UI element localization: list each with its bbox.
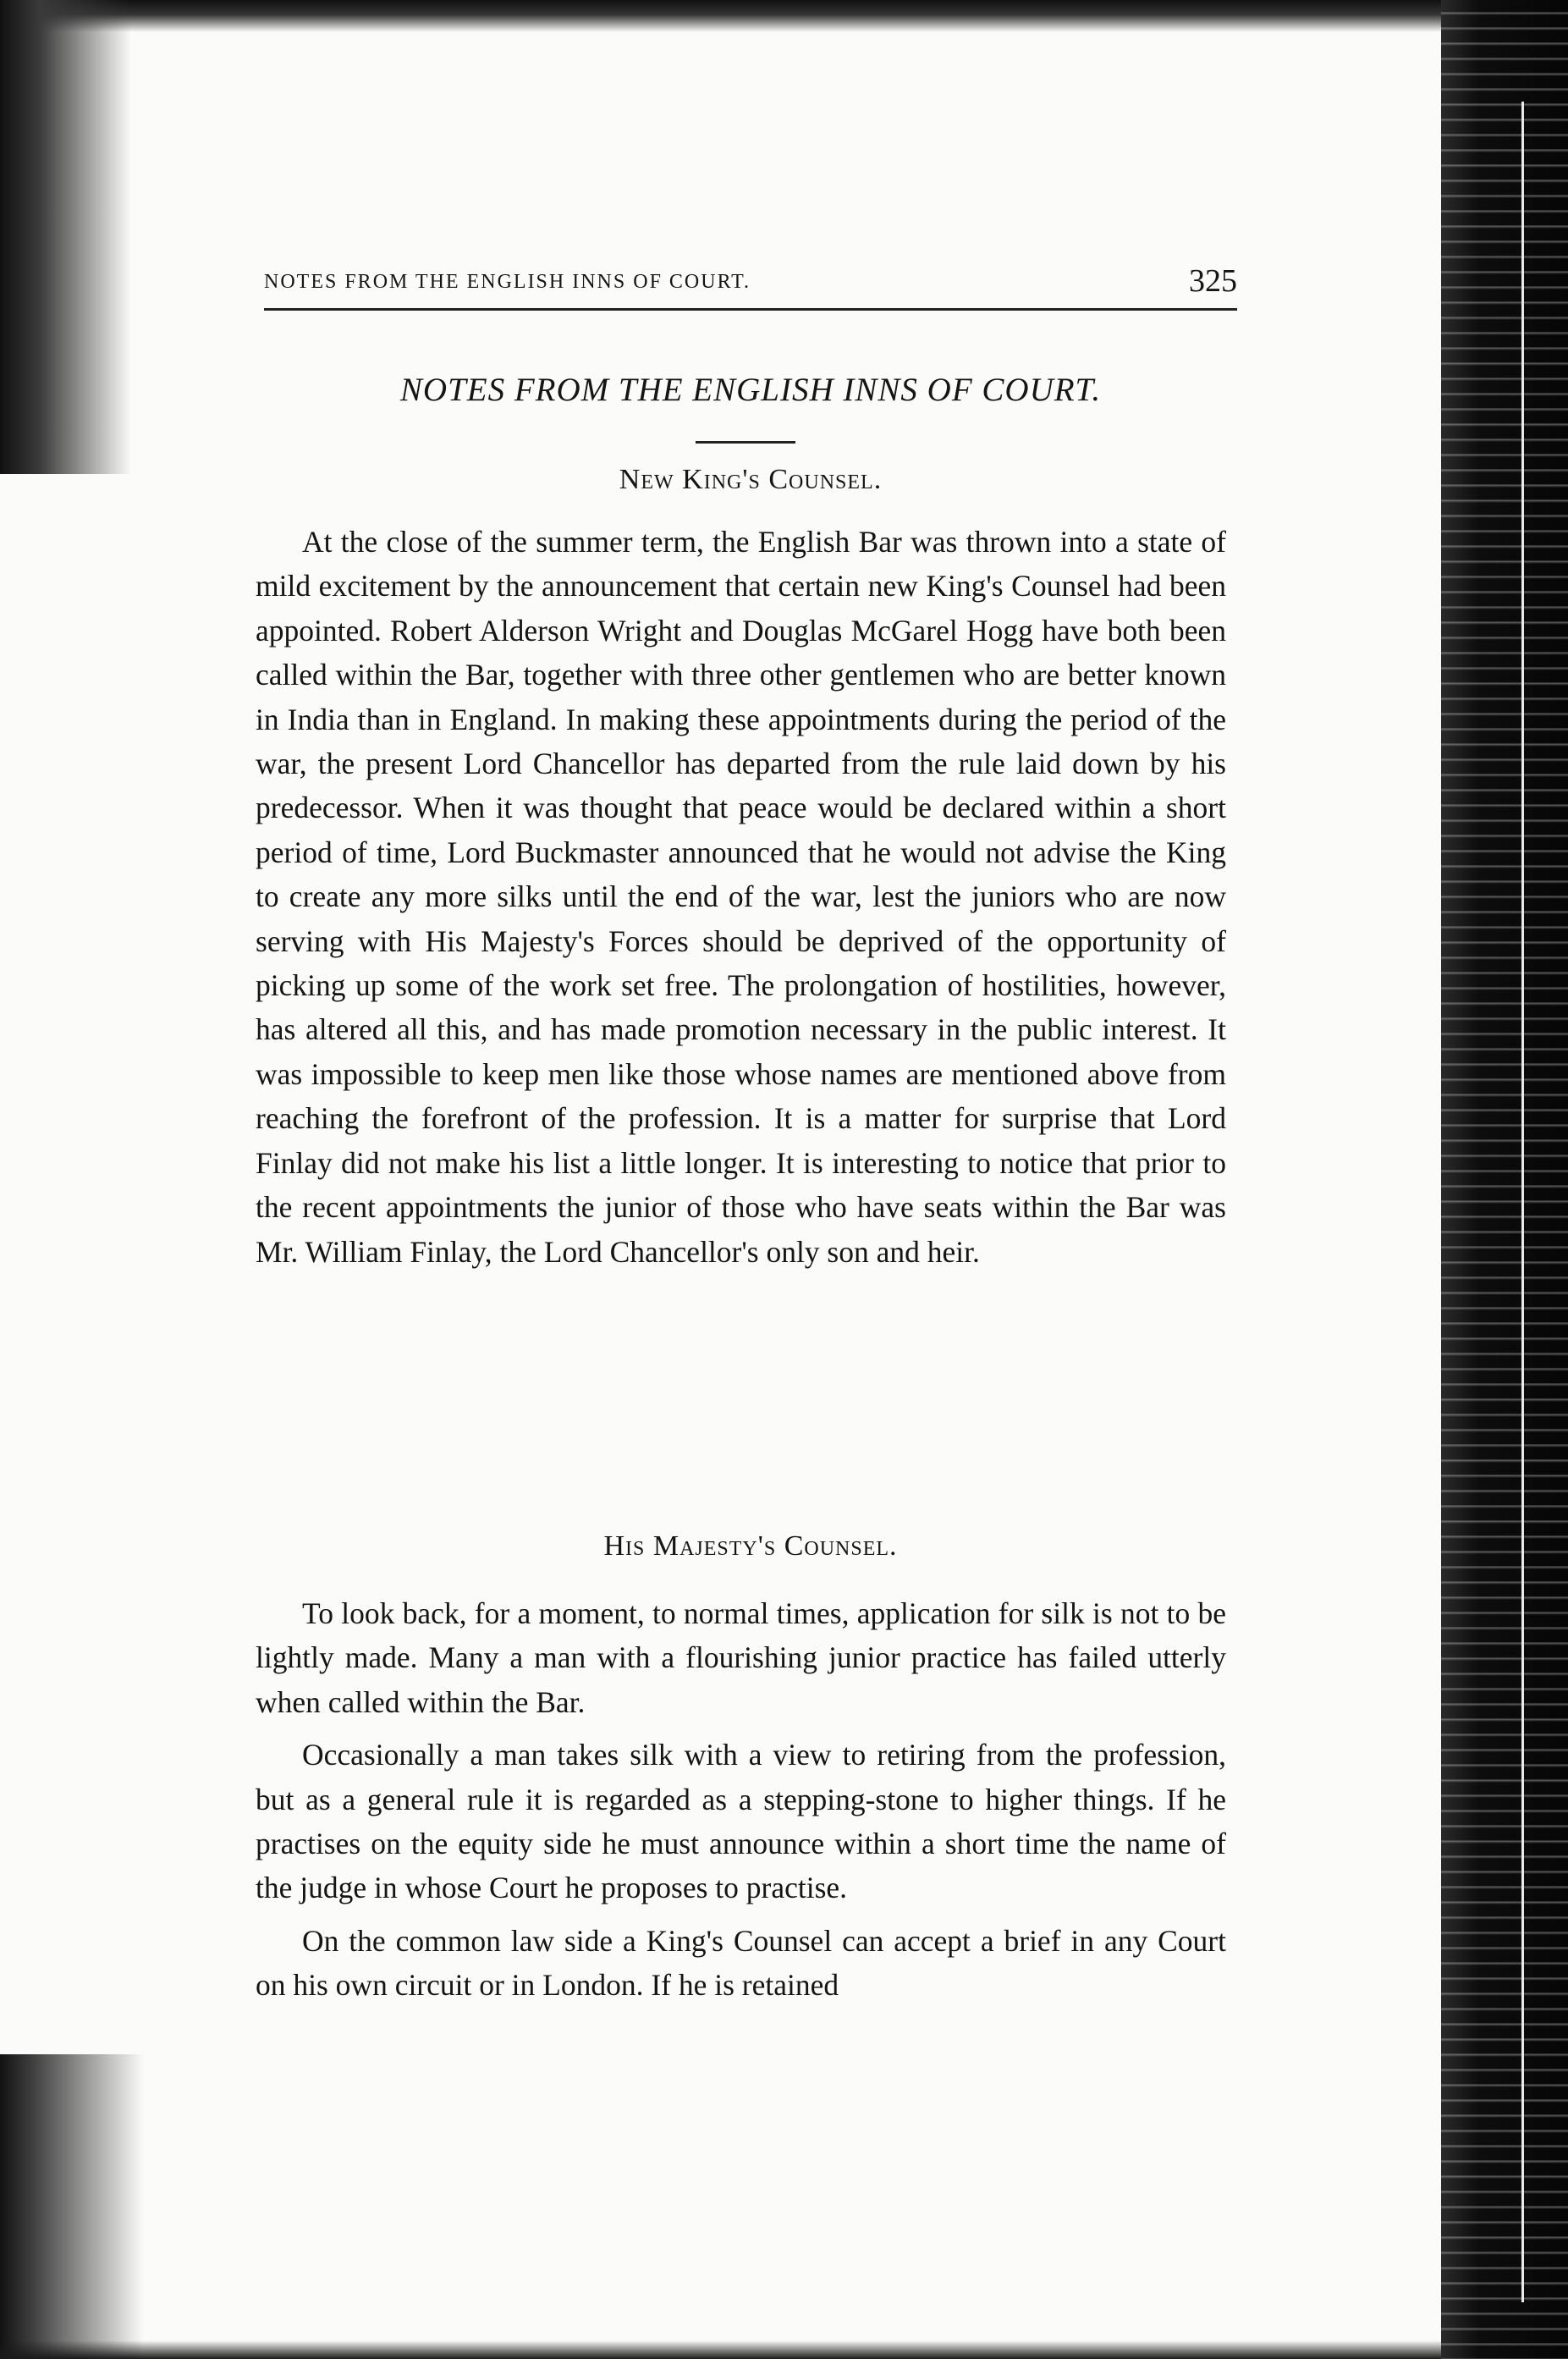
title-rule [696,441,795,444]
scan-edge-right [1441,0,1568,2359]
scan-edge-top [0,0,1568,32]
scan-edge-bottom [0,2340,1568,2359]
article-title: NOTES FROM THE ENGLISH INNS OF COURT. [399,372,1102,408]
scan-edge-stripe [1521,102,1524,2302]
paragraph: Occasionally a man takes silk with a view to retiring from the profession, but as a general rule it is regarded as a stepping-stone to higher things. If he practises on the equity side he must announce within a short time the name of the judge in whose Court he proposes to practise. [256,1738,1226,1905]
running-head [264,261,1237,311]
paragraph: At the close of the summer term, the English Bar was thrown into a state of mild excitement by the announcement that certain new King's Counsel had been appointed. Robert Alderson Wright and Douglas McGarel Hogg have both been called within the Bar, together with three other gentlemen who are better known in India than in England. In making these appointments during the period of the war, the present Lord Chancellor has departed from the rule laid down by his predecessor. When it was thought that peace would be declared within a short period of time, Lord Buckmaster announced that he would not advise the King to create any more silks until the end of the war, lest the juniors who are now serving with His Majesty's Forces should be deprived of the opportunity of picking up some of the work set free. The prolongation of hostilities, however, has altered all this, and has made promotion necessary in the public interest. It was impossible to keep men like those whose names are mentioned above from reaching the forefront of the profession. It is a matter for surprise that Lord Finlay did not make his list a little longer. It is interesting to notice that prior to the recent appointments the junior of those who have seats within the Bar was Mr. William Finlay, the Lord Chancellor's only son and heir. [256,525,1226,1269]
section-body-his-majestys-counsel [256,1591,1226,2008]
section-heading-his-majestys-counsel: His Majesty's Counsel. [603,1530,898,1562]
section-heading-new-kings-counsel: New King's Counsel. [619,464,883,495]
section-body-new-kings-counsel [256,520,1226,1274]
running-title: NOTES FROM THE ENGLISH INNS OF COURT. [264,271,751,293]
scan-edge-left [0,0,131,474]
scan-edge-left-bottom [0,2054,144,2359]
paragraph: On the common law side a King's Counsel can accept a brief in any Court on his own circuit or in London. If he is retained [256,1923,1226,2003]
page-number: 325 [1189,263,1237,299]
paragraph: To look back, for a moment, to normal times, application for silk is not to be lightly made. Many a man with a flourishing junior practice has failed utterly when called within the Bar. [256,1596,1226,1719]
